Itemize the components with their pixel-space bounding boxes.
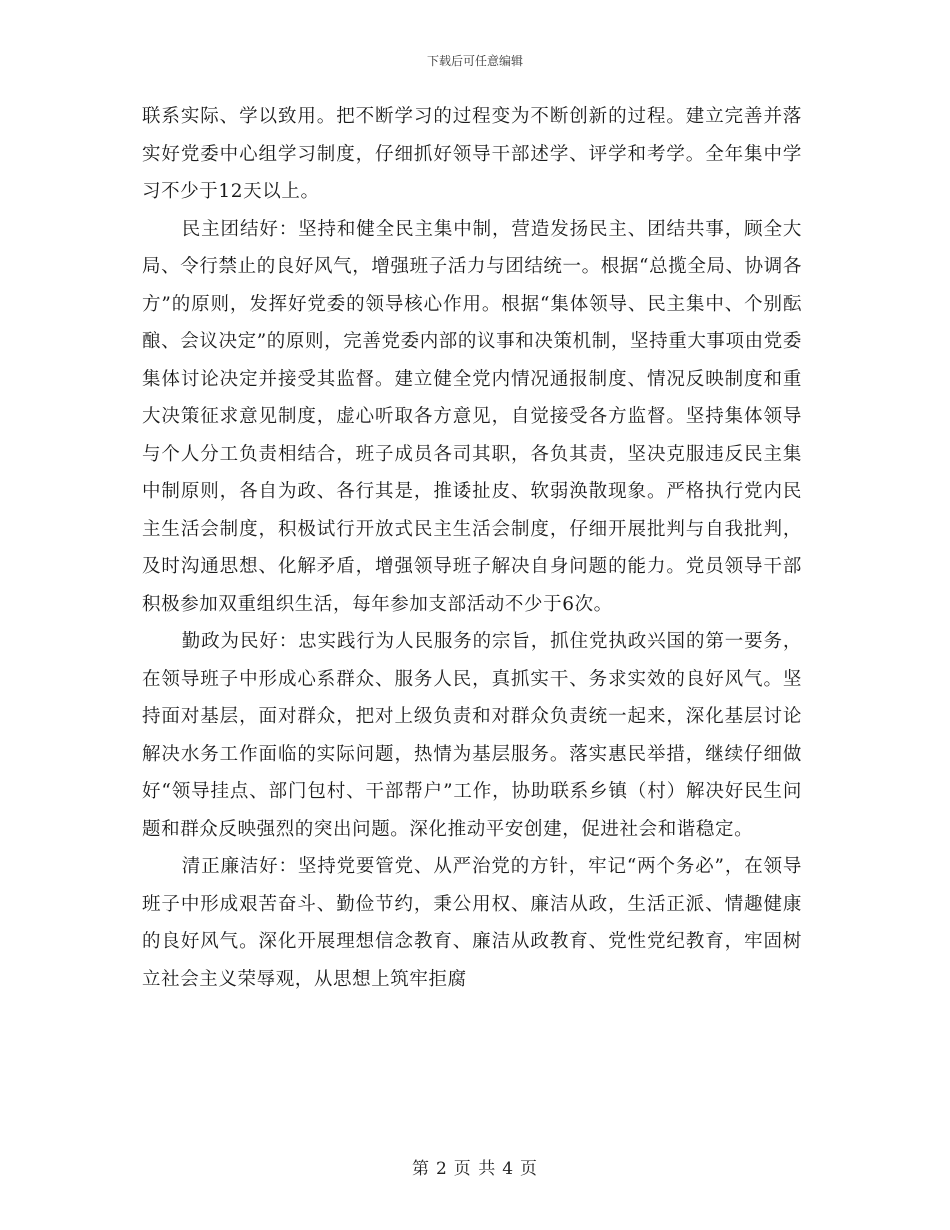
page-footer (0, 1154, 950, 1179)
footer-middle: 页 共 (453, 1159, 497, 1179)
footer-prefix: 第 (411, 1159, 430, 1179)
document-body (142, 98, 802, 998)
paragraph-study: 联系实际、学以致用。把不断学习的过程变为不断创新的过程。建立完善并落实好党委中心组学习制度，仔细抓好领导干部述学、评学和考学。全年集中学习不少于12天以上。 (142, 106, 802, 202)
footer-page-number: 2 (435, 1159, 448, 1179)
paragraph-diligent-governance: 勤政为民好：忠实践行为人民服务的宗旨，抓住党执政兴国的第一要务，在领导班子中形成心系群众、服务人民，真抓实干、务求实效的良好风气。坚持面对基层，面对群众，把对上级负责和对群众负责统一起来，深化基层讨论解决水务工作面临的实际问题，热情为基层服务。落实惠民举措，继续仔细做好“领导挂点、部门包村、干部帮户”工作，协助联系乡镇（村）解决好民生问题和群众反映强烈的突出问题。深化推动平安创建，促进社会和谐稳定。 (142, 631, 802, 840)
paragraph-integrity: 清正廉洁好：坚持党要管党、从严治党的方针，牢记“两个务必”，在领导班子中形成艰苦奋斗、勤俭节约，秉公用权、廉洁从政，生活正派、情趣健康的良好风气。深化开展理想信念教育、廉洁从政教育、党性党纪教育，牢固树立社会主义荣辱观，从思想上筑牢拒腐 (142, 856, 802, 990)
paragraph-democratic-unity: 民主团结好：坚持和健全民主集中制，营造发扬民主、团结共事，顾全大局、令行禁止的良好风气，增强班子活力与团结统一。根据“总揽全局、协调各方”的原则，发挥好党委的领导核心作用。根据“集体领导、民主集中、个别酝酿、会议决定”的原则，完善党委内部的议事和决策机制，坚持重大事项由党委集体讨论决定并接受其监督。建立健全党内情况通报制度、情况反映制度和重大决策征求意见制度，虚心听取各方意见，自觉接受各方监督。坚持集体领导与个人分工负责相结合，班子成员各司其职，各负其责，坚决克服违反民主集中制原则，各自为政、各行其是，推诿扯皮、软弱涣散现象。严格执行党内民主生活会制度，积极试行开放式民主生活会制度，仔细开展批判与自我批判，及时沟通思想、化解矛盾，增强领导班子解决自身问题的能力。党员领导干部积极参加双重组织生活，每年参加支部活动不少于6次。 (142, 218, 802, 615)
footer-total-pages: 4 (502, 1159, 515, 1179)
footer-suffix: 页 (520, 1159, 539, 1179)
header-note: 下载后可任意编辑 (426, 54, 523, 68)
